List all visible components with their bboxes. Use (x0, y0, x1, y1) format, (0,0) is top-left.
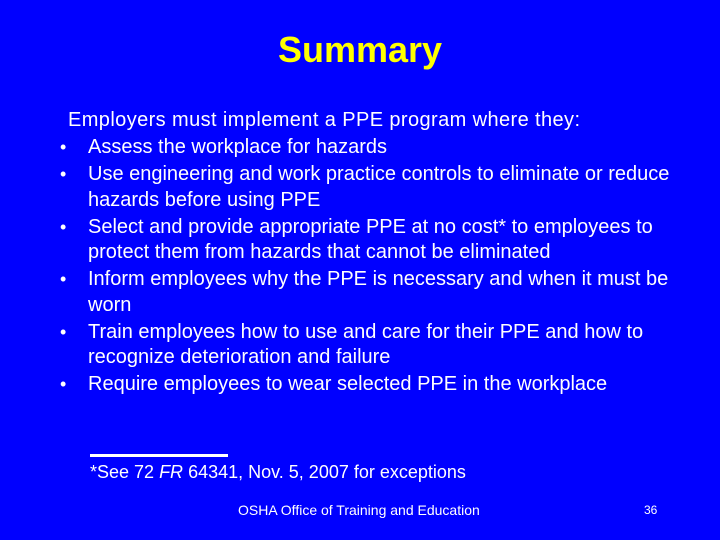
bullet-text: Select and provide appropriate PPE at no cost* to employees to protect them from hazards that cannot be eliminated (88, 215, 653, 263)
footnote (90, 460, 466, 484)
bullet-dot-icon: • (60, 374, 67, 394)
bullet-text: Use engineering and work practice controls to eliminate or reduce hazards before using PPE (88, 163, 670, 211)
bullet-text: Train employees how to use and care for their PPE and how to recognize deterioration and failure (88, 320, 644, 368)
bullet-item (60, 135, 710, 161)
footnote-divider (90, 454, 228, 457)
footnote-prefix: *See 72 (90, 462, 160, 482)
page-number: 36 (644, 503, 658, 517)
bullet-item (60, 320, 710, 371)
footnote-suffix: 64341, Nov. 5, 2007 for exceptions (183, 462, 466, 482)
bullet-text: Inform employees why the PPE is necessary and when it must be worn (88, 268, 669, 316)
bullet-dot-icon: • (60, 164, 67, 184)
footnote-italic: FR (159, 462, 184, 482)
bullet-list (60, 135, 710, 399)
bullet-dot-icon: • (60, 216, 67, 237)
bullet-text: Require employees to wear selected PPE in the workplace (88, 373, 608, 395)
bullet-item (60, 267, 710, 318)
bullet-item (60, 215, 710, 266)
bullet-dot-icon: • (60, 137, 67, 157)
bullet-item (60, 372, 710, 398)
bullet-dot-icon: • (60, 269, 67, 289)
bullet-dot-icon: • (60, 321, 67, 342)
bullet-item (60, 162, 710, 213)
slide-title: Summary (277, 29, 443, 70)
bullet-text: Assess the workplace for hazards (88, 136, 388, 158)
intro-text: Employers must implement a PPE program where they: (68, 109, 581, 131)
footer-text: OSHA Office of Training and Education (238, 502, 480, 518)
